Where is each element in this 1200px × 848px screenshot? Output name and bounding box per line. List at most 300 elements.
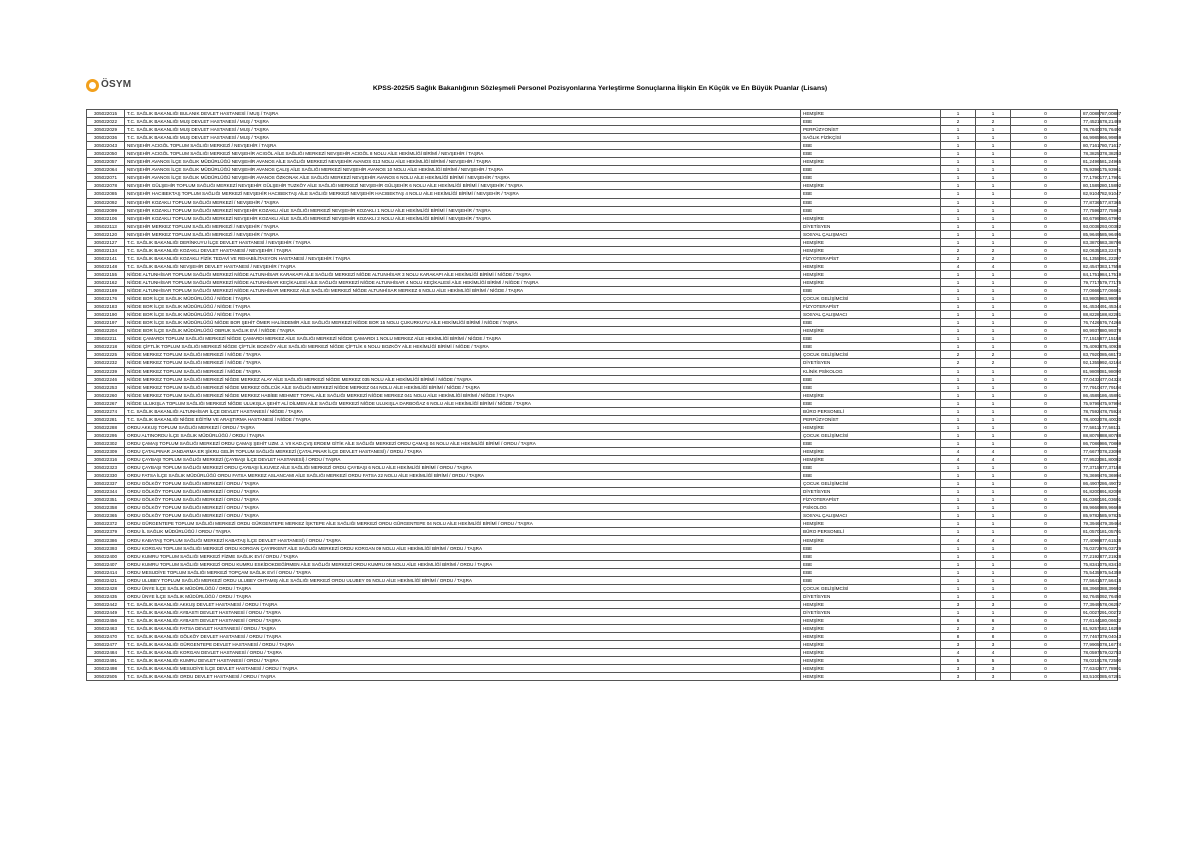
min-score-cell: 85,96495 [1081, 230, 1100, 238]
table-row [87, 456, 1118, 464]
institution-name-cell: NEVŞEHİR GÜLŞEHİR TOPLUM SAĞLIĞI MERKEZİ NEVŞEHİR GÜLŞEHİR TUZKÖY AİLE SAĞLIĞI MERKEZİ NEVŞEHİR GÜLŞEHİR 6 NOLU AİLE HEKİMLİĞİ BİRİMİ / NEVŞEHİR / TAŞRA [125, 182, 801, 190]
vacant-cell: 0 [1011, 536, 1081, 544]
title-cell: EBE [801, 464, 941, 472]
position-code-cell: 305022351 [87, 496, 125, 504]
vacant-cell: 0 [1011, 625, 1081, 633]
quota-cell: 1 [941, 126, 976, 134]
position-code-cell: 305022078 [87, 182, 125, 190]
position-code-cell: 305022274 [87, 407, 125, 415]
table-row [87, 464, 1118, 472]
vacant-cell: 0 [1011, 254, 1081, 262]
max-score-cell: 91,82008 [1100, 488, 1118, 496]
max-score-cell: 77,21928 [1100, 552, 1118, 560]
position-code-cell: 305022323 [87, 464, 125, 472]
placed-cell: 1 [976, 238, 1011, 246]
title-cell: EBE [801, 174, 941, 182]
max-score-cell: 77,04324 [1100, 375, 1118, 383]
max-score-cell: 75,54359 [1100, 568, 1118, 576]
table-row [87, 142, 1118, 150]
table-row [87, 278, 1118, 286]
position-code-cell: 305022302 [87, 439, 125, 447]
quota-cell: 1 [941, 367, 976, 375]
quota-cell: 1 [941, 488, 976, 496]
placed-cell: 1 [976, 512, 1011, 520]
table-row [87, 673, 1118, 681]
quota-cell: 1 [941, 303, 976, 311]
min-score-cell: 92,76450 [1081, 592, 1100, 600]
position-code-cell: 305022372 [87, 520, 125, 528]
quota-cell: 1 [941, 472, 976, 480]
quota-cell: 1 [941, 399, 976, 407]
max-score-cell: 81,05701 [1100, 528, 1118, 536]
quota-cell: 8 [941, 633, 976, 641]
position-code-cell: 305022197 [87, 319, 125, 327]
position-code-cell: 305022169 [87, 287, 125, 295]
vacant-cell: 0 [1011, 134, 1081, 142]
placed-cell: 1 [976, 496, 1011, 504]
title-cell: EBE [801, 287, 941, 295]
placed-cell: 1 [976, 592, 1011, 600]
table-row [87, 182, 1118, 190]
min-score-cell: 80,99378 [1081, 327, 1100, 335]
placed-cell: 1 [976, 278, 1011, 286]
vacant-cell: 0 [1011, 327, 1081, 335]
institution-name-cell: T.C. SAĞLIK BAKANLIĞI ORDU DEVLET HASTANESİ / ORDU / TAŞRA [125, 673, 801, 681]
quota-cell: 4 [941, 649, 976, 657]
institution-name-cell: NEVŞEHİR AVANOS İLÇE SAĞLIK MÜDÜRLÜĞÜ NEVŞEHİR AVANOS ÇALIŞ AİLE SAĞLIĞI MERKEZİ NEVŞEHİR AVANOS 10 NOLU AİLE HEKİMLİĞİ BİRİMİ / NEVŞEHİR / TAŞRA [125, 166, 801, 174]
title-cell: DİYETİSYEN [801, 359, 941, 367]
table-row [87, 504, 1118, 512]
institution-name-cell: NİĞDE MERKEZ TOPLUM SAĞLIĞI MERKEZİ NİĞDE MERKEZ ALAY AİLE SAĞLIĞI MERKEZİ NİĞDE MERKEZ 035 NOLU AİLE HEKİMLİĞİ BİRİMİ / NİĞDE / TAŞRA [125, 375, 801, 383]
title-cell: FİZYOTERAPİST [801, 254, 941, 262]
position-code-cell: 305022309 [87, 447, 125, 455]
min-score-cell: 75,83410 [1081, 560, 1100, 568]
max-score-cell: 82,16259 [1100, 625, 1118, 633]
institution-name-cell: NEVŞEHİR AVANOS İLÇE SAĞLIK MÜDÜRLÜĞÜ NEVŞEHİR AVANOS ÖZKONAK AİLE SAĞLIĞI MERKEZİ NEVŞEHİR AVANOS 6 NOLU AİLE HEKİMLİĞİ BİRİMİ / NEVŞEHİR / TAŞRA [125, 174, 801, 182]
max-score-cell: 91,22297 [1100, 254, 1118, 262]
table-row [87, 303, 1118, 311]
min-score-cell: 86,49072 [1081, 480, 1100, 488]
min-score-cell: 77,06661 [1081, 287, 1100, 295]
quota-cell: 6 [941, 616, 976, 624]
vacant-cell: 0 [1011, 222, 1081, 230]
min-score-cell: 77,37158 [1081, 464, 1100, 472]
institution-name-cell: T.C. SAĞLIK BAKANLIĞI KOZAKLI FİZİK TEDAVİ VE REHABİLİTASYON HASTANESİ / NEVŞEHİR / TAŞRA [125, 254, 801, 262]
institution-name-cell: NEVŞEHİR HACIBEKTAŞ TOPLUM SAĞLIĞI MERKEZİ NEVŞEHİR HACIBEKTAŞ AİLE SAĞLIĞI MERKEZİ NEVŞEHİR HACIBEKTAŞ 4 NOLU AİLE HEKİMLİĞİ BİRİMİ / NEVŞEHİR / TAŞRA [125, 190, 801, 198]
vacant-cell: 0 [1011, 343, 1081, 351]
vacant-cell: 0 [1011, 552, 1081, 560]
table-row [87, 399, 1118, 407]
table-row [87, 536, 1118, 544]
position-code-cell: 305022099 [87, 206, 125, 214]
min-score-cell: 75,93961 [1081, 166, 1100, 174]
title-cell: HEMŞİRE [801, 327, 941, 335]
title-cell: HEMŞİRE [801, 278, 941, 286]
vacant-cell: 0 [1011, 158, 1081, 166]
quota-cell: 2 [941, 359, 976, 367]
quota-cell: 1 [941, 311, 976, 319]
placed-cell: 4 [976, 456, 1011, 464]
title-cell: HEMŞİRE [801, 456, 941, 464]
max-score-cell: 81,80082 [1100, 456, 1118, 464]
institution-name-cell: T.C. SAĞLIK BAKANLIĞI GÜRGENTEPE DEVLET HASTANESİ / ORDU / TAŞRA [125, 641, 801, 649]
title-cell: EBE [801, 552, 941, 560]
vacant-cell: 0 [1011, 520, 1081, 528]
quota-cell: 2 [941, 625, 976, 633]
position-code-cell: 305022029 [87, 126, 125, 134]
placed-cell: 1 [976, 584, 1011, 592]
quota-cell: 1 [941, 431, 976, 439]
max-score-cell: 86,49072 [1100, 480, 1118, 488]
institution-name-cell: NEVŞEHİR ACIGÖL TOPLUM SAĞLIĞI MERKEZİ / NEVŞEHİR / TAŞRA [125, 142, 801, 150]
placed-cell: 1 [976, 504, 1011, 512]
placed-cell: 5 [976, 657, 1011, 665]
quota-cell: 4 [941, 456, 976, 464]
quota-cell: 1 [941, 496, 976, 504]
institution-name-cell: NEVŞEHİR AVANOS İLÇE SAĞLIK MÜDÜRLÜĞÜ NEVŞEHİR AVANOS AİLE SAĞLIĞI MERKEZİ NEVŞEHİR AVANOS 013 NOLU AİLE HEKİMLİĞİ BİRİMİ / NEVŞEHİR / TAŞRA [125, 158, 801, 166]
placed-cell: 1 [976, 303, 1011, 311]
table-row [87, 600, 1118, 608]
placed-cell: 1 [976, 174, 1011, 182]
quota-cell: 1 [941, 150, 976, 158]
institution-name-cell: NİĞDE MERKEZ TOPLUM SAĞLIĞI MERKEZİ NİĞDE MERKEZ GÖLCÜK AİLE SAĞLIĞI MERKEZİ NİĞDE MERKEZ 044 NOLU AİLE HEKİMLİĞİ BİRİMİ / NİĞDE / TAŞRA [125, 383, 801, 391]
title-cell: DİYETİSYEN [801, 222, 941, 230]
vacant-cell: 0 [1011, 278, 1081, 286]
institution-name-cell: NEVŞEHİR KOZAKLI TOPLUM SAĞLIĞI MERKEZİ / NEVŞEHİR / TAŞRA [125, 198, 801, 206]
table-row [87, 480, 1118, 488]
institution-name-cell: T.C. SAĞLIK BAKANLIĞI MUŞ DEVLET HASTANESİ / MUŞ / TAŞRA [125, 118, 801, 126]
vacant-cell: 0 [1011, 319, 1081, 327]
quota-cell: 1 [941, 584, 976, 592]
institution-name-cell: ORDU KUMRU TOPLUM SAĞLIĞI MERKEZİ ORDU KUMRU ESKİDOKDEĞİRMEN AİLE SAĞLIĞI MERKEZİ ORDU KUMRU 09 NOLU AİLE HEKİMLİĞİ BİRİMİ / ORDU / TAŞRA [125, 560, 801, 568]
max-score-cell: 88,82281 [1100, 311, 1118, 319]
table-row [87, 665, 1118, 673]
quota-cell: 1 [941, 592, 976, 600]
position-code-cell: 305022232 [87, 359, 125, 367]
min-score-cell: 91,13550 [1081, 254, 1100, 262]
placed-cell: 3 [976, 600, 1011, 608]
table-row [87, 391, 1118, 399]
placed-cell: 1 [976, 399, 1011, 407]
placed-cell: 1 [976, 568, 1011, 576]
quota-cell: 1 [941, 270, 976, 278]
title-cell: EBE [801, 375, 941, 383]
table-row [87, 335, 1118, 343]
max-score-cell: 75,40938 [1100, 343, 1118, 351]
vacant-cell: 0 [1011, 504, 1081, 512]
quota-cell: 1 [941, 278, 976, 286]
position-code-cell: 305022176 [87, 295, 125, 303]
min-score-cell: 78,38253 [1081, 150, 1100, 158]
table-row [87, 238, 1118, 246]
max-score-cell: 91,00272 [1100, 608, 1118, 616]
institution-name-cell: T.C. SAĞLIK BAKANLIĞI FATSA DEVLET HASTANESİ / ORDU / TAŞRA [125, 625, 801, 633]
position-code-cell: 305022505 [87, 673, 125, 681]
placed-cell: 2 [976, 351, 1011, 359]
position-code-cell: 305022092 [87, 198, 125, 206]
quota-cell: 1 [941, 343, 976, 351]
title-cell: EBE [801, 118, 941, 126]
title-cell: EBE [801, 560, 941, 568]
vacant-cell: 0 [1011, 568, 1081, 576]
institution-name-cell: NİĞDE ÇİFTLİK TOPLUM SAĞLIĞI MERKEZİ NİĞDE ÇİFTLİK BOZKÖY AİLE SAĞLIĞI MERKEZİ NİĞDE ÇİFTLİK 6 NOLU BOZKÖY AİLE HEKİMLİĞİ BİRİMİ / NİĞDE / TAŞRA [125, 343, 801, 351]
placed-cell: 1 [976, 367, 1011, 375]
position-code-cell: 305022267 [87, 399, 125, 407]
title-cell: HEMŞİRE [801, 649, 941, 657]
vacant-cell: 0 [1011, 592, 1081, 600]
min-score-cell: 66,99859 [1081, 134, 1100, 142]
position-code-cell: 305022358 [87, 504, 125, 512]
max-score-cell: 77,17901 [1100, 174, 1118, 182]
vacant-cell: 0 [1011, 608, 1081, 616]
institution-name-cell: NİĞDE MERKEZ TOPLUM SAĞLIĞI MERKEZİ NİĞDE MERKEZ HABİBE MEHMET TOPAL AİLE SAĞLIĞI MERKEZİ NİĞDE MERKEZ 041 NOLU AİLE HEKİMLİĞİ BİRİMİ / NİĞDE / TAŞRA [125, 391, 801, 399]
institution-name-cell: T.C. SAĞLIK BAKANLIĞI AYBASTI DEVLET HASTANESİ / ORDU / TAŞRA [125, 616, 801, 624]
placed-cell: 1 [976, 407, 1011, 415]
title-cell: EBE [801, 166, 941, 174]
quota-cell: 4 [941, 536, 976, 544]
title-cell: EBE [801, 335, 941, 343]
institution-name-cell: ORDU ÇAMAŞ TOPLUM SAĞLIĞI MERKEZİ ORDU ÇAMAŞ ŞEHİT UZM. J. VII KAD.ÇVŞ ERDEM GİTİK AİLE SAĞLIĞI MERKEZİ ORDU ÇAMAŞ 04 NOLU AİLE HEKİMLİĞİ BİRİMİ / ORDU / TAŞRA [125, 439, 801, 447]
vacant-cell: 0 [1011, 673, 1081, 681]
min-score-cell: 79,39464 [1081, 520, 1100, 528]
quota-cell: 2 [941, 254, 976, 262]
position-code-cell: 305022456 [87, 616, 125, 624]
max-score-cell: 78,16774 [1100, 641, 1118, 649]
max-score-cell: 81,98090 [1100, 367, 1118, 375]
table-row [87, 222, 1118, 230]
vacant-cell: 0 [1011, 287, 1081, 295]
placed-cell: 1 [976, 158, 1011, 166]
position-code-cell: 305022141 [87, 254, 125, 262]
title-cell: BÜRO PERSONELİ [801, 407, 941, 415]
vacant-cell: 0 [1011, 230, 1081, 238]
institution-name-cell: ORDU KABATAŞ TOPLUM SAĞLIĞI MERKEZİ KABATAŞ İLÇE DEVLET HASTANESİ) / ORDU / TAŞRA [125, 536, 801, 544]
title-cell: PSİKOLOG [801, 504, 941, 512]
vacant-cell: 0 [1011, 118, 1081, 126]
quota-cell: 3 [941, 600, 976, 608]
table-row [87, 270, 1118, 278]
position-code-cell: 305022134 [87, 246, 125, 254]
placed-cell: 1 [976, 190, 1011, 198]
institution-name-cell: NİĞDE BOR İLÇE SAĞLIK MÜDÜRLÜĞÜ OBRUK SAĞLIK EVİ / NİĞDE / TAŞRA [125, 327, 801, 335]
min-score-cell: 81,05701 [1081, 528, 1100, 536]
title-cell: DİYETİSYEN [801, 592, 941, 600]
institution-name-cell: ORDU MESUDİYE TOPLUM SAĞLIĞI MERKEZİ TOPÇAM SAĞLIK EVİ / ORDU / TAŞRA [125, 568, 801, 576]
quota-cell: 2 [941, 246, 976, 254]
placed-cell: 1 [976, 472, 1011, 480]
osym-logo-text: ÖSYM [101, 79, 132, 90]
placed-cell: 4 [976, 262, 1011, 270]
institution-name-cell: ORDU FATSA İLÇE SAĞLIK MÜDÜRLÜĞÜ ORDU FATSA MERKEZ ASLANCAMI AİLE SAĞLIĞI MERKEZİ ORDU FATSA 22 NOLU AİLE HEKİMLİĞİ BİRİMİ / ORDU / TAŞRA [125, 472, 801, 480]
institution-name-cell: NİĞDE BOR İLÇE SAĞLIK MÜDÜRLÜĞÜ / NİĞDE / TAŞRA [125, 295, 801, 303]
title-cell: ÇOCUK GELİŞİMCİSİ [801, 480, 941, 488]
table-row [87, 311, 1118, 319]
max-score-cell: 91,45344 [1100, 303, 1118, 311]
institution-name-cell: T.C. SAĞLIK BAKANLIĞI ALTUNHİSAR İLÇE DEVLET HASTANESİ / NİĞDE / TAŞRA [125, 407, 801, 415]
position-code-cell: 305022498 [87, 665, 125, 673]
position-code-cell: 305022057 [87, 158, 125, 166]
max-score-cell: 78,38253 [1100, 150, 1118, 158]
title-cell: HEMŞİRE [801, 657, 941, 665]
position-code-cell: 305022379 [87, 528, 125, 536]
vacant-cell: 0 [1011, 584, 1081, 592]
title-cell: BÜRO PERSONELİ [801, 528, 941, 536]
title-cell: DİYETİSYEN [801, 488, 941, 496]
quota-cell: 1 [941, 190, 976, 198]
table-row [87, 576, 1118, 584]
quota-cell: 1 [941, 568, 976, 576]
placed-cell: 1 [976, 464, 1011, 472]
placed-cell: 1 [976, 383, 1011, 391]
title-cell: HEMŞİRE [801, 536, 941, 544]
min-score-cell: 88,39693 [1081, 584, 1100, 592]
max-score-cell: 81,24965 [1100, 158, 1118, 166]
title-cell: DİYETİSYEN [801, 608, 941, 616]
quota-cell: 1 [941, 608, 976, 616]
institution-name-cell: T.C. SAĞLIK BAKANLIĞI NİĞDE EĞİTİM VE ARAŞTIRMA HASTANESİ / NİĞDE / TAŞRA [125, 415, 801, 423]
position-code-cell: 305022330 [87, 472, 125, 480]
quota-cell: 1 [941, 544, 976, 552]
institution-name-cell: T.C. SAĞLIK BAKANLIĞI BULANIK DEVLET HASTANESİ / MUŞ / TAŞRA [125, 110, 801, 118]
vacant-cell: 0 [1011, 464, 1081, 472]
placed-cell: 1 [976, 166, 1011, 174]
min-score-cell: 88,82281 [1081, 311, 1100, 319]
institution-name-cell: NİĞDE BOR İLÇE SAĞLIK MÜDÜRLÜĞÜ / NİĞDE / TAŞRA [125, 303, 801, 311]
vacant-cell: 0 [1011, 649, 1081, 657]
min-score-cell: 75,97994 [1081, 399, 1100, 407]
placed-cell: 1 [976, 110, 1011, 118]
max-score-cell: 85,68173 [1100, 351, 1118, 359]
vacant-cell: 0 [1011, 488, 1081, 496]
min-score-cell: 82,06351 [1081, 246, 1100, 254]
institution-name-cell: NİĞDE BOR İLÇE SAĞLIK MÜDÜRLÜĞÜ / NİĞDE / TAŞRA [125, 311, 801, 319]
institution-name-cell: ORDU ÇAYBAŞI TOPLUM SAĞLIĞI MERKEZİ ORDU ÇAYBAŞI İLKUVEZ AİLE SAĞLIĞI MERKEZİ ORDU ÇAYBAŞI 6 NOLU AİLE HEKİMLİĞİ BİRİMİ / ORDU / TAŞRA [125, 464, 801, 472]
table-row [87, 375, 1118, 383]
placed-cell: 1 [976, 142, 1011, 150]
min-score-cell: 77,04324 [1081, 375, 1100, 383]
placed-cell: 1 [976, 206, 1011, 214]
position-code-cell: 305022253 [87, 383, 125, 391]
quota-cell: 2 [941, 351, 976, 359]
position-code-cell: 305022288 [87, 423, 125, 431]
table-row [87, 568, 1118, 576]
quota-cell: 1 [941, 335, 976, 343]
min-score-cell: 87,00887 [1081, 110, 1100, 118]
position-code-cell: 305022148 [87, 262, 125, 270]
max-score-cell: 93,00382 [1100, 222, 1118, 230]
vacant-cell: 0 [1011, 335, 1081, 343]
institution-name-cell: ORDU GÖLKÖY TOPLUM SAĞLIĞI MERKEZİ / ORDU / TAŞRA [125, 480, 801, 488]
placed-cell: 4 [976, 649, 1011, 657]
quota-cell: 1 [941, 407, 976, 415]
min-score-cell: 77,21928 [1081, 552, 1100, 560]
vacant-cell: 0 [1011, 447, 1081, 455]
max-score-cell: 77,78901 [1100, 665, 1118, 673]
max-score-cell: 83,98059 [1100, 295, 1118, 303]
min-score-cell: 78,05975 [1081, 649, 1100, 657]
placed-cell: 1 [976, 415, 1011, 423]
quota-cell: 1 [941, 415, 976, 423]
max-score-cell: 77,87365 [1100, 198, 1118, 206]
placed-cell: 8 [976, 633, 1011, 641]
min-score-cell: 86,45891 [1081, 391, 1100, 399]
placed-cell: 1 [976, 608, 1011, 616]
table-row [87, 592, 1118, 600]
institution-name-cell: ORDU GÜRGENTEPE TOPLUM SAĞLIĞI MERKEZİ ORDU GÜRGENTEPE MERKEZ İŞKTEPE AİLE SAĞLIĞI MERKEZİ ORDU GÜRGENTEPE 04 NOLU AİLE HEKİMLİĞİ BİRİMİ / ORDU / TAŞRA [125, 520, 801, 528]
max-score-cell: 86,45891 [1100, 391, 1118, 399]
vacant-cell: 0 [1011, 456, 1081, 464]
max-score-cell: 75,97994 [1100, 399, 1118, 407]
table-row [87, 118, 1118, 126]
title-cell: HEMŞİRE [801, 423, 941, 431]
quota-cell: 1 [941, 319, 976, 327]
institution-name-cell: ORDU AKKUŞ TOPLUM SAĞLIĞI MERKEZİ / ORDU / TAŞRA [125, 423, 801, 431]
quota-cell: 1 [941, 383, 976, 391]
institution-name-cell: T.C. SAĞLIK BAKANLIĞI KORGAN DEVLET HASTANESİ / ORDU / TAŞRA [125, 649, 801, 657]
table-row [87, 584, 1118, 592]
placed-cell: 4 [976, 536, 1011, 544]
vacant-cell: 0 [1011, 110, 1081, 118]
table-row [87, 110, 1118, 118]
title-cell: HEMŞİRE [801, 110, 941, 118]
max-score-cell: 80,67990 [1100, 214, 1118, 222]
vacant-cell: 0 [1011, 182, 1081, 190]
institution-name-cell: ORDU GÖLKÖY TOPLUM SAĞLIĞI MERKEZİ / ORDU / TAŞRA [125, 512, 801, 520]
title-cell: ÇOCUK GELİŞİMCİSİ [801, 584, 941, 592]
title-cell: EBE [801, 439, 941, 447]
min-score-cell: 77,95220 [1081, 456, 1100, 464]
placed-cell: 1 [976, 150, 1011, 158]
vacant-cell: 0 [1011, 415, 1081, 423]
min-score-cell: 82,91047 [1081, 190, 1100, 198]
table-row [87, 287, 1118, 295]
table-row [87, 367, 1118, 375]
placed-cell: 1 [976, 560, 1011, 568]
position-code-cell: 305022043 [87, 142, 125, 150]
quota-cell: 3 [941, 665, 976, 673]
min-score-cell: 77,75963 [1081, 206, 1100, 214]
title-cell: EBE [801, 198, 941, 206]
table-row [87, 528, 1118, 536]
table-row [87, 472, 1118, 480]
max-score-cell: 75,83410 [1100, 560, 1118, 568]
position-code-cell: 305022127 [87, 238, 125, 246]
max-score-cell: 76,36994 [1100, 472, 1118, 480]
min-score-cell: 80,71617 [1081, 142, 1100, 150]
position-code-cell: 305022260 [87, 391, 125, 399]
institution-name-cell: ORDU GÖLKÖY TOPLUM SAĞLIĞI MERKEZİ / ORDU / TAŞRA [125, 496, 801, 504]
min-score-cell: 77,39495 [1081, 600, 1100, 608]
position-code-cell: 305022050 [87, 150, 125, 158]
max-score-cell: 85,96495 [1100, 230, 1118, 238]
max-score-cell: 78,23098 [1100, 447, 1118, 455]
vacant-cell: 0 [1011, 295, 1081, 303]
table-row [87, 431, 1118, 439]
vacant-cell: 0 [1011, 423, 1081, 431]
vacant-cell: 0 [1011, 407, 1081, 415]
title-cell: HEMŞİRE [801, 158, 941, 166]
position-code-cell: 305022316 [87, 456, 125, 464]
vacant-cell: 0 [1011, 311, 1081, 319]
min-score-cell: 77,45216 [1081, 118, 1100, 126]
max-score-cell: 77,79104 [1100, 383, 1118, 391]
title-cell: HEMŞİRE [801, 600, 941, 608]
min-score-cell: 83,98059 [1081, 295, 1100, 303]
position-code-cell: 305022400 [87, 552, 125, 560]
table-row [87, 439, 1118, 447]
min-score-cell: 78,40020 [1081, 415, 1100, 423]
table-row [87, 230, 1118, 238]
